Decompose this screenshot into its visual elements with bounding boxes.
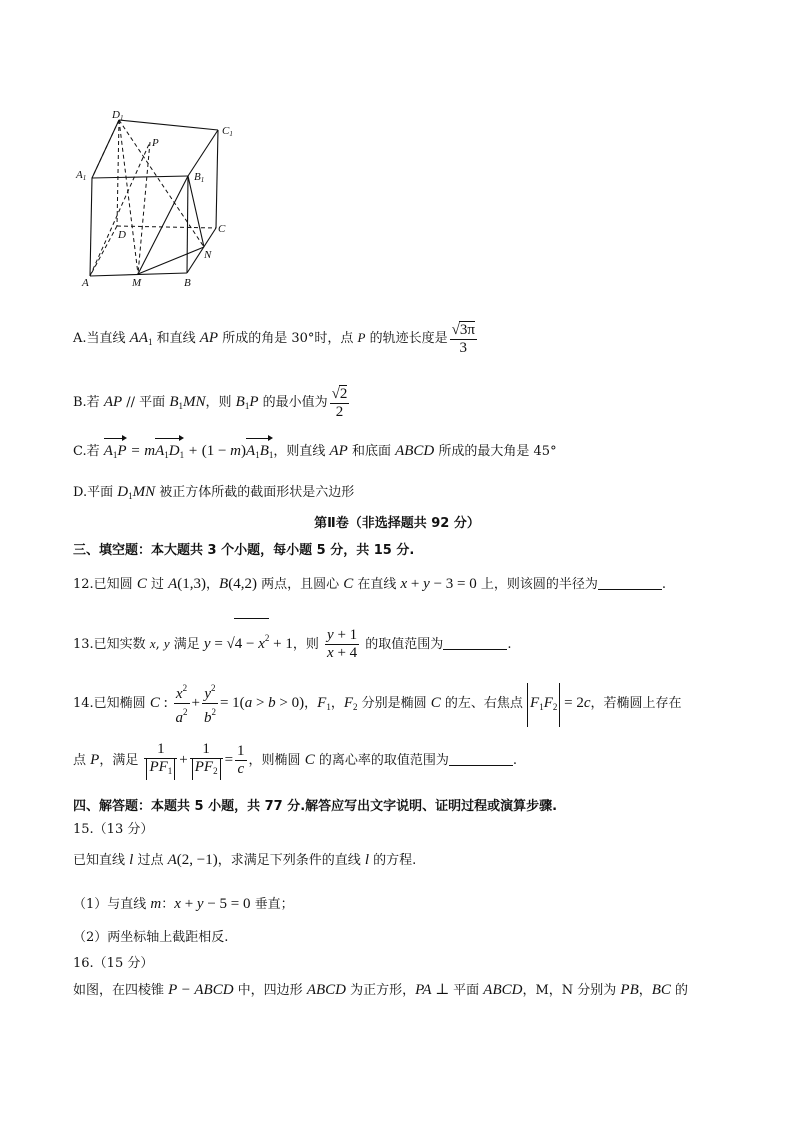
section4-title: 四、解答题：本题共 5 小题，共 77 分.解答应写出文字说明、证明过程或演算步骤. (73, 799, 558, 814)
question-14-line1: 14.已知椭圆 C : $\frac{x^2}{a^2}$ + $\frac{y^2}{b^2}$ = 1(a > b > 0)，$F_1$，$F_2$ 分别是椭圆 C 的左、右焦点 $F_1F_2 = 2c$，若椭圆上存在 (73, 680, 682, 727)
label-m: M (132, 277, 142, 289)
question-16-head: 16.（15 分） (73, 956, 154, 971)
answer-blank-12[interactable] (598, 575, 662, 590)
question-15-part1: （1）与直线 m：x + y − 5 = 0 垂直； (73, 896, 294, 912)
option-d: D.平面 $D_1MN$ 被正方体所截的截面形状是六边形 (73, 484, 355, 501)
question-16-stem: 如图，在四棱锥 P − ABCD 中，四边形 ABCD 为正方形，PA ⊥ 平面 ABCD，M，N 分别为 PB，BC 的 (73, 982, 689, 998)
question-15-stem: 已知直线 l 过点 A(2, −1)，求满足下列条件的直线 l 的方程. (73, 852, 417, 868)
label-c1: C1 (222, 125, 233, 138)
question-15-head: 15.（13 分） (73, 822, 154, 837)
section3-title: 三、填空题：本大题共 3 个小题，每小题 5 分，共 15 分. (73, 543, 415, 558)
label-a: A (82, 277, 89, 289)
option-c: C.若 $A_1P = mA_1D_1 + (1 - m)A_1B_1$，则直线 AP 和底面 ABCD 所成的最大角是 45° (73, 440, 557, 466)
label-b1: B1 (194, 171, 205, 184)
part2-title: 第Ⅱ卷（非选择题共 92 分） (314, 516, 480, 531)
label-a1: A1 (76, 169, 87, 182)
option-b: B.若 AP // 平面 $B_1MN$，则 $B_1P$ 的最小值为 $\frac{√2}{2}$ (73, 385, 348, 420)
label-d1: D1 (112, 109, 124, 122)
label-b: B (184, 277, 191, 289)
option-a: A.当直线 $AA_1$ 和直线 AP 所成的角是 30°时，点 P 的轨迹长度是 $\frac{√3\pi}{3}$ (73, 321, 475, 356)
answer-blank-13[interactable] (443, 635, 507, 650)
label-p: P (152, 137, 159, 149)
question-14-line2: 点 P，满足 $\frac{1}{PF_1}$ + $\frac{1}{PF_2}$ = $\frac{1}{c}$ ，则椭圆 C 的离心率的取值范围为 . (73, 738, 517, 783)
question-12: 12.已知圆 C 过 A(1,3)，B(4,2) 两点，且圆心 C 在直线 x + y − 3 = 0 上，则该圆的半径为 . (73, 576, 667, 592)
question-13: 13.已知实数 x, y 满足 $y = √4 - x^2 + 1$，则 $\frac{y + 1}{x + 4}$ 的取值范围为 . (73, 618, 511, 664)
label-c: C (218, 223, 226, 235)
answer-blank-14[interactable] (449, 751, 513, 766)
label-d: D (118, 229, 126, 241)
question-15-part2: （2）两坐标轴上截距相反. (73, 930, 229, 945)
cube-figure (70, 108, 240, 293)
label-n: N (204, 249, 212, 261)
